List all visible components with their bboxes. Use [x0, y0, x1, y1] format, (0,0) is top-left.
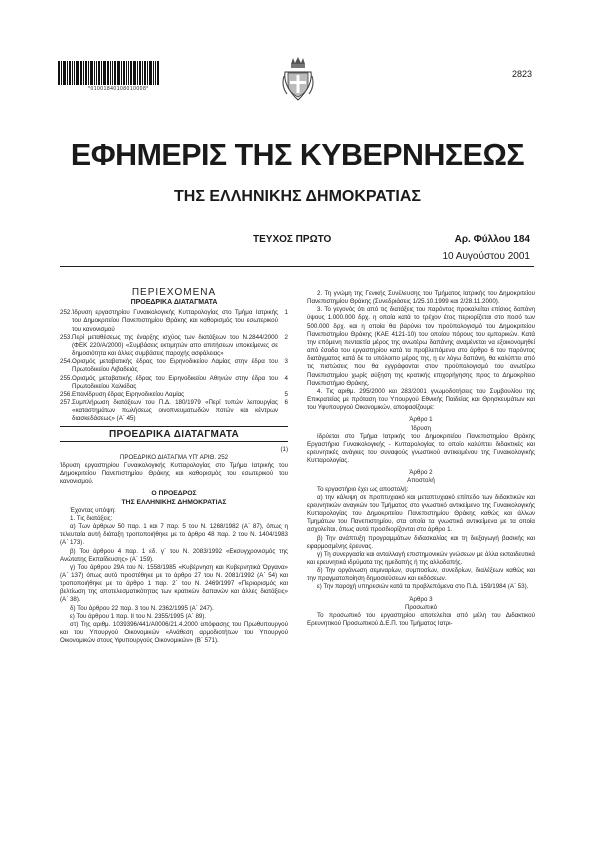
toc-entry[interactable]: 254. Ορισμός μεταβατικής έδρας του Ειρηνοδικείου Λαμίας στην έδρα του Πρωτοδικείου Λιβαδειάς 3: [60, 358, 288, 374]
article-text: Ιδρύεται στο Τμήμα Ιατρικής του Δημοκριτείου Πανεπιστημίου Θράκης Εργαστήριο Γυναικολογικής - Κυτταρολογίας το οποίο καλύπτει διδακτικές και ερευνητικές ανάγκες του συναφούς γνωστικού αντικειμένου της Γυναικολογικής Κυτταρολογίας.: [307, 432, 535, 465]
barcode: [58, 61, 170, 85]
paragraph: δ) Του άρθρου 22 παρ. 3 του Ν. 2362/1995 (Α΄ 247).: [70, 604, 214, 612]
article-title: Άρθρο 2: [409, 469, 433, 477]
issue-date: 10 Αυγούστου 2001: [442, 251, 530, 262]
sheet-number: Αρ. Φύλλου 184: [454, 234, 530, 245]
decree-subject: Ίδρυση εργαστηρίου Γυναικολογικής Κυτταρολογίας στο Τμήμα Ιατρικής του Δημοκριτείου Πανεπιστημίου Θράκης και καθορισμός του εσωτερικού του κανονισμού.: [60, 461, 288, 486]
decree-number: ΠΡΟΕΔΡΙΚΟ ΔΙΑΤΑΓΜΑ ΥΠ' ΑΡΙΘ. 252: [119, 453, 229, 461]
toc-entry[interactable]: 252. Ίδρυση εργαστηρίου Γυναικολογικής Κυτταρολογίας στο Τμήμα Ιατρικής του Δημοκριτείου Πανεπιστημίου Θράκης και καθορισμός του εσωτερικού του κανονισμού 1: [60, 309, 288, 333]
article-item: ε) Την παροχή υπηρεσιών κατά τα προβλεπόμενα στο Π.Δ. 159/1984 (Α΄ 53).: [317, 583, 529, 591]
page-number: 2823: [511, 69, 532, 79]
president-heading: Ο ΠΡΟΕΔΡΟΣ: [151, 490, 197, 498]
toc-entry[interactable]: 256. Επανίδρυση έδρας Ειρηνοδικείου Λαμίας 5: [60, 390, 288, 398]
paragraph: γ) Του άρθρου 29Α του Ν. 1558/1985 «Κυβέρνηση και Κυβερνητικά Όργανα» (Α΄ 137) όπως αυτό προστέθηκε με το άρθρο 27 του Ν. 2081/1992 (Α΄ 54) και τροποποιήθηκε με το άρθρο 1 παρ. 2΄ του Ν. 2469/1997 «Περιορισμός και βελτίωση της αποτελεσματικότητας των κρατικών δαπανών και άλλες διατάξεις» (Α΄ 38).: [60, 563, 288, 604]
contents-heading: ΠΕΡΙΕΧΟΜΕΝΑ: [131, 287, 217, 298]
toc-entry[interactable]: 255. Ορισμός μεταβατικής έδρας του Ειρηνοδικείου Αθηνών στην έδρα του Πρωτοδικείου Χαλκίδας 4: [60, 374, 288, 390]
paragraph: α) Των άρθρων 50 παρ. 1 και 7 παρ. 5 του Ν. 1268/1982 (Α΄ 87), όπως η τελευταία αυτή διάταξη τροποποιήθηκε με το άρθρο 48 παρ. 2 του Ν. 1404/1983 (Α΄ 173).: [60, 523, 288, 547]
paragraph: β) Του άρθρου 4 παρ. 1 εδ. γ΄ του Ν. 2083/1992 «Εκσυγχρονισμός της Ανώτατης Εκπαίδευσης» (Α΄ 159).: [60, 547, 288, 563]
paragraph: 3. Το γεγονός ότι από τις διατάξεις του παρόντος προκαλείται επίσιος δαπάνη ύψους 1.000.000 δρχ. η οποία κατά το τρέχον έτος περιορίζεται στο ποσό των 500.000 δρχ. και η οποία θα βαρύνει τον προϋπολογισμό του Δημοκριτείου Πανεπιστημίου Θράκης (ΚΑΕ 4121-10) του οποίου πόρους του εμπορικών. Κατά την επόμενη πενταετία μέρος της ανωτέρω δαπάνης αναμένεται να εξοικονομηθεί από έσοδα του εργαστηρίου κατά τα προβλεπόμενα στο άρθρο 6 του παρόντος διατάγματος κατά δε το υπόλοιπο μέρος της, η εν λόγω δαπάνη, θα καλύπτει από τις πιστώσεις που θα εγγράφονται στον προϋπολογισμό του ανωτέρω Πανεπιστημίου χωρίς αύξηση της κρατικής επιχορήγησης προς το Δημοκρίτειο Πανεπιστήμιο Θράκης.: [307, 306, 535, 387]
article-intro: Το εργαστήριο έχει ως αποστολή:: [317, 485, 409, 493]
header-divider: [60, 266, 534, 267]
section-divider: [60, 441, 288, 442]
right-column: [307, 290, 535, 628]
paragraph: 2. Τη γνώμη της Γενικής Συνέλευσης του Τμήματος Ιατρικής του Δημοκριτείου Πανεπιστημίου Θράκης (Συνεδριάσεις 1/25.10.1999 και 2/28.11.2000).: [307, 290, 535, 306]
toc-entry[interactable]: 257. Συμπλήρωση διατάξεων του Π.Δ. 180/1979 «Περί τυπών λειτουργίας «καταστημάτων πωλήσεως οινοπνευματωδών ποτών και κέντρων διασκεδάσεως» (Α΄ 45) 6: [60, 399, 288, 423]
article-item: α) την κάλυψη σε προπτυχιακό και μεταπτυχιακό επίπεδο των διδακτικών και ερευνητικών αναγκών του Τμήματος στο γνωστικό αντικείμενο της Γυναικολογικής Κυτταρολογίας του Δημοκριτείου Πανεπιστημίου Θράκης καθώς και άλλων Τμημάτων του Πανεπιστημίου, στα οποία τα γνωστικά αντικείμενα με τα οποία ασχολείται, όπως αυτά προσδιορίζονται στο άρθρο 1.: [307, 493, 535, 534]
article-item: β) Την ανάπτυξη προγραμμάτων διδασκαλίας και τη διεξαγωγή βασικής και εφαρμοσμένης έρευνας.: [307, 534, 535, 550]
having-regard: Έχοντας υπόψη:: [70, 506, 116, 514]
section-heading: ΠΡΟΕΔΡΙΚΑ ΔΙΑΤΑΓΜΑΤΑ: [108, 428, 240, 440]
barcode-digits: *01001840108010008*: [88, 86, 149, 92]
article-subtitle: Αποστολή: [407, 477, 435, 485]
article-title: Άρθρο 3: [409, 595, 433, 603]
president-heading-2: ΤΗΣ ΕΛΛΗΝΙΚΗΣ ΔΗΜΟΚΡΑΤΙΑΣ: [121, 498, 227, 506]
paragraph: ε) Του άρθρου 1 παρ. ΙΙ του Ν. 2355/1995 (Α΄ 89).: [70, 612, 207, 620]
issue-label: ΤΕΥΧΟΣ ΠΡΩΤΟ: [253, 234, 332, 245]
paragraph: στ) Της αριθμ. 1039396/441/Α0006/21.4.2000 απόφασης του Πρωθυπουργού και του Υπουργού Οικονομικών «Ανάθεση αρμοδιοτήτων του Υπουργού Οικονομικών στους Υφυπουργούς Οικονομικών» (Β΄ 571).: [60, 620, 288, 645]
article-subtitle: Ίδρυση: [411, 424, 431, 432]
gazette-subtitle: ΤΗΣ ΕΛΛΗΝΙΚΗΣ ΔΗΜΟΚΡΑΤΙΑΣ: [174, 188, 421, 205]
coat-of-arms-icon: [281, 56, 315, 102]
paragraph: 4. Τις αριθμ. 295/2000 και 283/2001 γνωμοδοτήσεις του Συμβουλίου της Επικρατείας με πρόταση του Υπουργού Εθνικής Παιδείας και Θρησκευμάτων και του Υφυπουργού Οικονομικών, αποφασίζουμε:: [307, 387, 535, 412]
left-column: [60, 287, 288, 645]
article-subtitle: Προσωπικό: [404, 603, 438, 611]
article-title: Άρθρο 1: [409, 416, 433, 424]
article-item: γ) Τη συνεργασία και ανταλλαγή επιστημονικών γνώσεων με άλλα εκπαιδευτικά και ερευνητικά ιδρύματα της ημεδαπής ή της αλλοδαπής.: [307, 550, 535, 566]
gazette-title: ΕΦΗΜΕΡΙΣ ΤΗΣ ΚΥΒΕΡΝΗΣΕΩΣ: [70, 137, 525, 172]
article-item: δ) Την οργάνωση σεμιναρίων, συμποσίων, συνεδρίων, διαλέξεων καθώς και την πραγματοποίηση δημοσιεύσεων και εκδόσεων.: [307, 567, 535, 583]
toc-entry[interactable]: 253. Περί μεταθέσεως της έναρξης ισχύος των διατάξεων του Ν.2844/2000 (ΦΕΚ 220/Α/2000) «Συμβάσεις εκτιμητών απο απιτήσεων υποκείμενες σε δημοσιότητα και άλλες συμβάσεις παροχής ασφάλειας» 2: [60, 333, 288, 358]
contents-section: ΠΡΟΕΔΡΙΚΑ ΔΙΑΤΑΓΜΑΤΑ: [130, 299, 218, 307]
section-divider: [60, 426, 288, 427]
decree-marker: (1): [280, 445, 288, 453]
article-text: Το προσωπικό του εργαστηρίου αποτελείται από μέλη του Διδακτικού Ερευνητικού Προσωπικού Δ.Ε.Π. του Τμήματος Ιατρι-: [307, 611, 535, 628]
provision-item: 1. Τις διατάξεις:: [70, 514, 113, 522]
